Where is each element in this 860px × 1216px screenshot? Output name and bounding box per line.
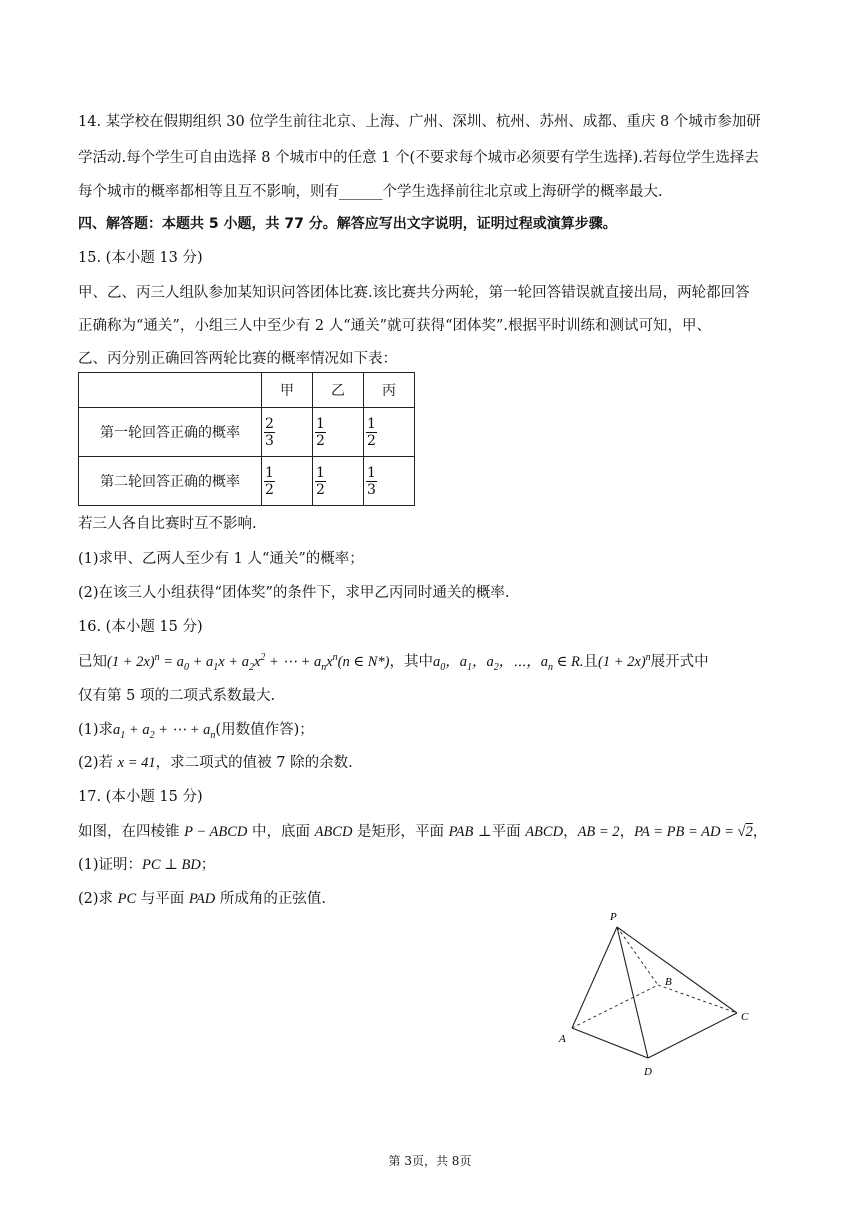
edge-ab-hidden — [572, 985, 658, 1028]
table-row — [79, 457, 415, 506]
q15-title: 15. (本小题 13 分) — [78, 250, 203, 266]
table-cell — [262, 408, 313, 457]
binomial-expansion-formula: $(1 + 2x)^n = a_0 + a_1x + a_2x^2$ + ⋯ + $a_nx^n(n$ ∈ N*) — [107, 652, 390, 673]
q17-title: 17. (本小题 15 分) — [78, 789, 203, 805]
coefficients-formula: $a_0$，$a_1$，$a_2$，⋯，$a_n$ ∈ R. — [432, 654, 584, 673]
table-header-jia: 甲 — [262, 373, 313, 408]
table-cell — [364, 457, 415, 506]
q16-line-2: 仅有第 5 项的二项式系数最大. — [78, 688, 276, 704]
pyramid-figure — [555, 905, 765, 1085]
q16-part-1: (1)求$a_1 + a_2$ + ⋯ + $a_n$(用数值作答)； — [78, 722, 314, 741]
fraction: $\frac{2}{3}$ — [265, 415, 274, 449]
plane-pad: PAD — [188, 891, 216, 907]
edge-pb-hidden — [617, 927, 658, 985]
table-cell — [313, 408, 364, 457]
vertex-label-b: B — [665, 976, 672, 988]
q17-line-1: 如图，在四棱锥 P − ABCD 中，底面 ABCD 是矩形，平面 PAB ⊥平面 ABCD，AB = 2，PA = PB = AD = √2， — [78, 824, 768, 840]
edge-dc — [648, 1013, 737, 1058]
pyramid-name: P − ABCD — [184, 824, 248, 840]
table-cell — [262, 457, 313, 506]
vertex-label-d: D — [644, 1066, 652, 1078]
perpendicular-statement: PC ⊥ BD — [142, 857, 201, 873]
q17-part-1: (1)证明：PC ⊥ BD； — [78, 857, 216, 873]
table-cell — [313, 457, 364, 506]
table-cell — [364, 408, 415, 457]
table-header-row — [79, 373, 415, 408]
q16-title: 16. (本小题 15 分) — [78, 619, 203, 635]
page-footer: 第 3页，共 8页 — [388, 1154, 472, 1168]
q17-part-2: (2)求 PC 与平面 PAD 所成角的正弦值. — [78, 891, 326, 907]
q15-line-3: 乙、丙分别正确回答两轮比赛的概率情况如下表： — [78, 351, 397, 367]
q14-line-2: 学活动.每个学生可自由选择 8 个城市中的任意 1 个(不要求每个城市必须要有学生选择).若每位学生选择去 — [78, 150, 759, 166]
probability-table — [78, 372, 415, 506]
edge-pa — [572, 927, 617, 1028]
table-row — [79, 408, 415, 457]
table-header-bing: 丙 — [364, 373, 415, 408]
q15-part-2: (2)在该三人小组获得“团体奖”的条件下，求甲乙丙同时通关的概率. — [78, 585, 510, 601]
fraction: $\frac{1}{2}$ — [316, 464, 325, 498]
vertex-label-c: C — [741, 1011, 749, 1023]
edge-bc-hidden — [658, 985, 737, 1013]
edge-pc — [617, 927, 737, 1013]
q15-note: 若三人各自比赛时互不影响. — [78, 516, 257, 532]
table-row-label: 第二轮回答正确的概率 — [79, 457, 262, 506]
table-header-blank — [79, 373, 262, 408]
fraction: $\frac{1}{2}$ — [367, 415, 376, 449]
table-header-yi: 乙 — [313, 373, 364, 408]
q16-line-1: 已知$(1 + 2x)^n = a_0 + a_1x + a_2x^2$ + ⋯ + $a_nx^n(n$ ∈ N*)，其中$a_0$，$a_1$，$a_2$，⋯，$a_n$ ∈ R.且$(1 + 2x)^n$展开式中 — [78, 652, 709, 673]
length-pa-pb-ad: PA = PB = AD = √2 — [634, 824, 753, 840]
plane-abcd: ABCD — [525, 824, 564, 840]
line-pc: PC — [117, 891, 137, 907]
fraction: $\frac{1}{3}$ — [367, 464, 376, 498]
length-ab: AB = 2 — [577, 824, 620, 840]
q15-line-1: 甲、乙、丙三人组队参加某知识问答团体比赛.该比赛共分两轮，第一轮回答错误就直接出局，两轮都回答 — [78, 285, 750, 301]
q15-part-1: (1)求甲、乙两人至少有 1 人“通关”的概率； — [78, 551, 364, 567]
q14-line-3: 每个城市的概率都相等且互不影响，则有______个学生选择前往北京或上海研学的概率最大. — [78, 184, 663, 200]
q16-part-2: (2)若 x = 41，求二项式的值被 7 除的余数. — [78, 755, 353, 771]
fraction: $\frac{1}{2}$ — [316, 415, 325, 449]
fraction: $\frac{1}{2}$ — [265, 464, 274, 498]
section-heading: 四、解答题：本题共 5 小题，共 77 分。解答应写出文字说明，证明过程或演算步骤。 — [78, 216, 617, 232]
x-value-formula: x = 41 — [117, 755, 156, 771]
edge-ad — [572, 1028, 648, 1058]
binomial-formula: $(1 + 2x)^n$ — [598, 652, 651, 670]
vertex-label-a: A — [559, 1033, 566, 1045]
q14-line-1: 14. 某学校在假期组织 30 位学生前往北京、上海、广州、深圳、杭州、苏州、成都、重庆 8 个城市参加研 — [78, 114, 761, 130]
vertex-label-p: P — [610, 911, 617, 923]
base-name: ABCD — [314, 824, 353, 840]
sum-formula: $a_1 + a_2$ + ⋯ + $a_n$ — [113, 722, 216, 741]
table-row-label: 第一轮回答正确的概率 — [79, 408, 262, 457]
q15-line-2: 正确称为“通关”，小组三人中至少有 2 人“通关”就可获得“团体奖”.根据平时训练和测试可知，甲、 — [78, 318, 712, 334]
plane-pab: PAB — [448, 824, 474, 840]
